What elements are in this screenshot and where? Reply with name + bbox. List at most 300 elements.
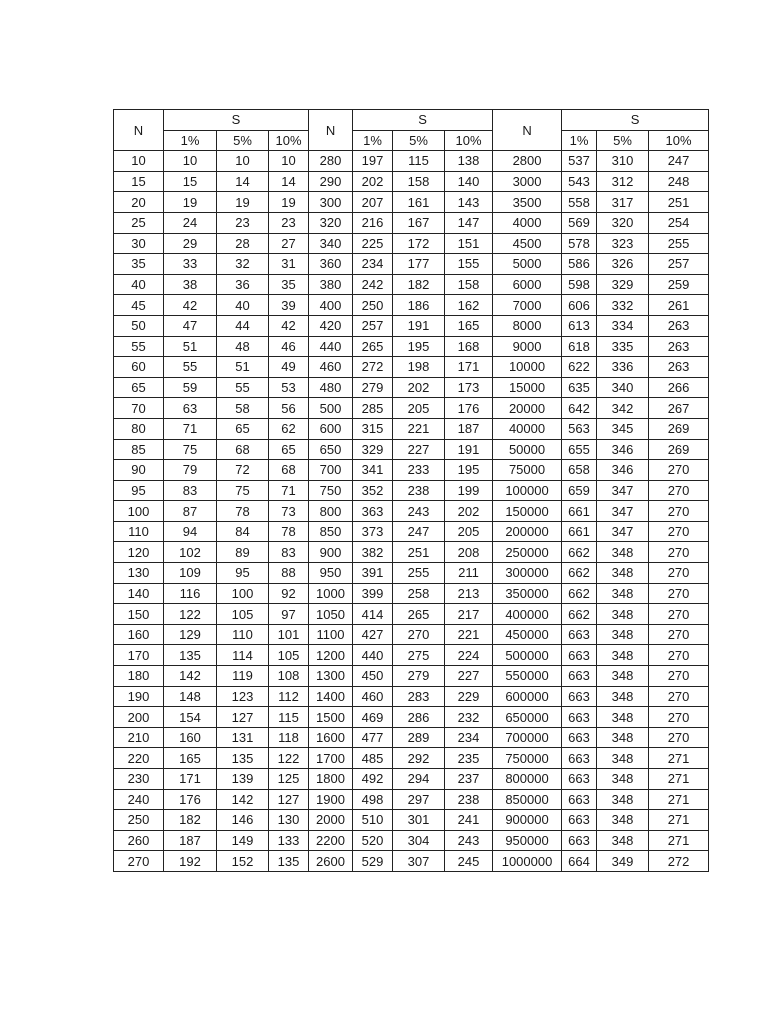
- sample-size-cell: 663: [562, 769, 597, 790]
- sample-size-cell: 414: [353, 604, 393, 625]
- sample-size-cell: 663: [562, 645, 597, 666]
- s-header-3: S: [562, 110, 709, 131]
- sample-size-cell: 329: [597, 274, 649, 295]
- sample-size-cell: 68: [269, 460, 309, 481]
- sample-size-cell: 97: [269, 604, 309, 625]
- population-n-cell: 180: [114, 666, 164, 687]
- sample-size-cell: 242: [353, 274, 393, 295]
- population-n-cell: 1050: [309, 604, 353, 625]
- sample-size-cell: 272: [353, 357, 393, 378]
- sample-size-cell: 352: [353, 480, 393, 501]
- sample-size-cell: 72: [217, 460, 269, 481]
- sample-size-cell: 112: [269, 686, 309, 707]
- population-n-cell: 100000: [493, 480, 562, 501]
- sample-size-cell: 123: [217, 686, 269, 707]
- sample-size-cell: 663: [562, 810, 597, 831]
- population-n-cell: 600000: [493, 686, 562, 707]
- sample-size-cell: 257: [353, 315, 393, 336]
- population-n-cell: 5000: [493, 254, 562, 275]
- table-row: [114, 212, 709, 233]
- sample-size-cell: 125: [269, 769, 309, 790]
- level-header: 10%: [445, 130, 493, 151]
- sample-size-cell: 202: [393, 377, 445, 398]
- population-n-cell: 100: [114, 501, 164, 522]
- sample-size-cell: 234: [445, 727, 493, 748]
- sample-size-cell: 151: [445, 233, 493, 254]
- sample-size-cell: 95: [217, 563, 269, 584]
- sample-size-cell: 286: [393, 707, 445, 728]
- population-n-cell: 50000: [493, 439, 562, 460]
- population-n-cell: 7000: [493, 295, 562, 316]
- sample-size-cell: 294: [393, 769, 445, 790]
- population-n-cell: 360: [309, 254, 353, 275]
- sample-size-cell: 292: [393, 748, 445, 769]
- sample-size-cell: 42: [269, 315, 309, 336]
- sample-size-cell: 363: [353, 501, 393, 522]
- sample-size-cell: 485: [353, 748, 393, 769]
- sample-size-cell: 663: [562, 727, 597, 748]
- sample-size-cell: 40: [217, 295, 269, 316]
- sample-size-cell: 48: [217, 336, 269, 357]
- sample-size-cell: 211: [445, 563, 493, 584]
- sample-size-cell: 23: [217, 212, 269, 233]
- sample-size-cell: 51: [164, 336, 217, 357]
- sample-size-cell: 663: [562, 830, 597, 851]
- sample-size-cell: 234: [353, 254, 393, 275]
- sample-size-cell: 569: [562, 212, 597, 233]
- sample-size-cell: 187: [445, 418, 493, 439]
- sample-size-cell: 270: [649, 521, 709, 542]
- sample-size-cell: 198: [393, 357, 445, 378]
- sample-size-cell: 655: [562, 439, 597, 460]
- sample-size-cell: 271: [649, 789, 709, 810]
- sample-size-cell: 289: [393, 727, 445, 748]
- population-n-cell: 210: [114, 727, 164, 748]
- sample-size-cell: 265: [353, 336, 393, 357]
- sample-size-cell: 248: [649, 171, 709, 192]
- population-n-cell: 950000: [493, 830, 562, 851]
- table-row: [114, 769, 709, 790]
- population-n-cell: 2200: [309, 830, 353, 851]
- sample-size-cell: 158: [393, 171, 445, 192]
- sample-size-cell: 450: [353, 666, 393, 687]
- sample-size-cell: 642: [562, 398, 597, 419]
- sample-size-cell: 135: [269, 851, 309, 872]
- population-n-cell: 35: [114, 254, 164, 275]
- population-n-cell: 4000: [493, 212, 562, 233]
- population-n-cell: 800000: [493, 769, 562, 790]
- sample-size-cell: 254: [649, 212, 709, 233]
- sample-size-cell: 155: [445, 254, 493, 275]
- sample-size-cell: 270: [649, 460, 709, 481]
- sample-size-cell: 176: [445, 398, 493, 419]
- population-n-cell: 420: [309, 315, 353, 336]
- table-row: [114, 418, 709, 439]
- table-row: [114, 521, 709, 542]
- sample-size-cell: 42: [164, 295, 217, 316]
- sample-size-cell: 271: [649, 748, 709, 769]
- population-n-cell: 30: [114, 233, 164, 254]
- sample-size-cell: 332: [597, 295, 649, 316]
- sample-size-cell: 167: [393, 212, 445, 233]
- population-n-cell: 10000: [493, 357, 562, 378]
- sample-size-cell: 269: [649, 439, 709, 460]
- sample-size-cell: 271: [649, 810, 709, 831]
- sample-size-cell: 348: [597, 686, 649, 707]
- sample-size-cell: 336: [597, 357, 649, 378]
- population-n-cell: 80: [114, 418, 164, 439]
- sample-size-cell: 205: [393, 398, 445, 419]
- population-n-cell: 1000000: [493, 851, 562, 872]
- sample-size-cell: 238: [393, 480, 445, 501]
- sample-size-cell: 658: [562, 460, 597, 481]
- sample-size-cell: 346: [597, 460, 649, 481]
- sample-size-cell: 301: [393, 810, 445, 831]
- sample-size-cell: 263: [649, 315, 709, 336]
- population-n-cell: 380: [309, 274, 353, 295]
- sample-size-cell: 63: [164, 398, 217, 419]
- sample-size-cell: 78: [269, 521, 309, 542]
- table-row: [114, 480, 709, 501]
- sample-size-cell: 127: [217, 707, 269, 728]
- sample-size-cell: 140: [445, 171, 493, 192]
- sample-size-cell: 348: [597, 624, 649, 645]
- population-n-cell: 20000: [493, 398, 562, 419]
- sample-size-cell: 29: [164, 233, 217, 254]
- table-row: [114, 666, 709, 687]
- sample-size-cell: 47: [164, 315, 217, 336]
- sample-size-cell: 115: [269, 707, 309, 728]
- population-n-cell: 450000: [493, 624, 562, 645]
- sample-size-cell: 23: [269, 212, 309, 233]
- sample-size-cell: 347: [597, 521, 649, 542]
- sample-size-cell: 269: [649, 418, 709, 439]
- sample-size-cell: 55: [217, 377, 269, 398]
- population-n-cell: 1800: [309, 769, 353, 790]
- table-row: [114, 542, 709, 563]
- sample-size-cell: 195: [445, 460, 493, 481]
- population-n-cell: 320: [309, 212, 353, 233]
- level-header: 5%: [393, 130, 445, 151]
- population-n-cell: 2600: [309, 851, 353, 872]
- population-n-cell: 25: [114, 212, 164, 233]
- population-n-cell: 270: [114, 851, 164, 872]
- population-n-cell: 750: [309, 480, 353, 501]
- sample-size-cell: 146: [217, 810, 269, 831]
- sample-size-cell: 75: [217, 480, 269, 501]
- population-n-cell: 140: [114, 583, 164, 604]
- sample-size-cell: 348: [597, 789, 649, 810]
- sample-size-cell: 224: [445, 645, 493, 666]
- population-n-cell: 700000: [493, 727, 562, 748]
- sample-size-cell: 348: [597, 830, 649, 851]
- sample-size-cell: 207: [353, 192, 393, 213]
- table-row: [114, 583, 709, 604]
- sample-size-cell: 78: [217, 501, 269, 522]
- sample-size-cell: 119: [217, 666, 269, 687]
- sample-size-cell: 114: [217, 645, 269, 666]
- population-n-cell: 50: [114, 315, 164, 336]
- table-row: [114, 501, 709, 522]
- sample-size-cell: 192: [164, 851, 217, 872]
- population-n-cell: 1400: [309, 686, 353, 707]
- sample-size-cell: 243: [445, 830, 493, 851]
- table-row: [114, 192, 709, 213]
- population-n-cell: 480: [309, 377, 353, 398]
- sample-size-cell: 176: [164, 789, 217, 810]
- population-n-cell: 40000: [493, 418, 562, 439]
- sample-size-cell: 578: [562, 233, 597, 254]
- sample-size-cell: 229: [445, 686, 493, 707]
- table-row: [114, 439, 709, 460]
- population-n-cell: 500000: [493, 645, 562, 666]
- sample-size-cell: 529: [353, 851, 393, 872]
- sample-size-cell: 237: [445, 769, 493, 790]
- sample-size-cell: 247: [393, 521, 445, 542]
- sample-size-cell: 285: [353, 398, 393, 419]
- population-n-cell: 75000: [493, 460, 562, 481]
- sample-size-cell: 270: [649, 604, 709, 625]
- sample-size-cell: 315: [353, 418, 393, 439]
- sample-size-cell: 118: [269, 727, 309, 748]
- sample-size-cell: 563: [562, 418, 597, 439]
- level-header: 10%: [269, 130, 309, 151]
- sample-size-cell: 271: [649, 830, 709, 851]
- sample-size-cell: 71: [269, 480, 309, 501]
- sample-size-cell: 661: [562, 501, 597, 522]
- sample-size-cell: 469: [353, 707, 393, 728]
- sample-size-cell: 297: [393, 789, 445, 810]
- s-header-1: S: [164, 110, 309, 131]
- population-n-cell: 500: [309, 398, 353, 419]
- sample-size-cell: 116: [164, 583, 217, 604]
- population-n-cell: 170: [114, 645, 164, 666]
- sample-size-cell: 342: [597, 398, 649, 419]
- sample-size-cell: 171: [445, 357, 493, 378]
- sample-size-cell: 177: [393, 254, 445, 275]
- sample-size-cell: 71: [164, 418, 217, 439]
- sample-size-cell: 24: [164, 212, 217, 233]
- sample-size-cell: 265: [393, 604, 445, 625]
- level-header: 1%: [164, 130, 217, 151]
- population-n-cell: 250: [114, 810, 164, 831]
- sample-size-cell: 14: [269, 171, 309, 192]
- table-row: [114, 810, 709, 831]
- population-n-cell: 15: [114, 171, 164, 192]
- sample-size-cell: 182: [393, 274, 445, 295]
- n-header-3: N: [493, 110, 562, 151]
- population-n-cell: 250000: [493, 542, 562, 563]
- table-row: [114, 851, 709, 872]
- sample-size-cell: 19: [217, 192, 269, 213]
- population-n-cell: 200: [114, 707, 164, 728]
- sample-size-cell: 558: [562, 192, 597, 213]
- sample-size-cell: 250: [353, 295, 393, 316]
- sample-size-cell: 62: [269, 418, 309, 439]
- population-n-cell: 60: [114, 357, 164, 378]
- sample-size-cell: 662: [562, 583, 597, 604]
- sample-size-cell: 613: [562, 315, 597, 336]
- sample-size-cell: 233: [393, 460, 445, 481]
- sample-size-cell: 31: [269, 254, 309, 275]
- table-row: [114, 254, 709, 275]
- table-row: [114, 645, 709, 666]
- sample-size-cell: 270: [649, 480, 709, 501]
- sample-size-cell: 270: [649, 727, 709, 748]
- sample-size-cell: 270: [649, 542, 709, 563]
- sample-size-cell: 258: [393, 583, 445, 604]
- level-header: 1%: [562, 130, 597, 151]
- sample-size-cell: 622: [562, 357, 597, 378]
- sample-size-cell: 173: [445, 377, 493, 398]
- population-n-cell: 4500: [493, 233, 562, 254]
- table-row: [114, 233, 709, 254]
- sample-size-cell: 15: [164, 171, 217, 192]
- sample-size-cell: 266: [649, 377, 709, 398]
- table-row: [114, 274, 709, 295]
- sample-size-cell: 10: [164, 151, 217, 172]
- table-row: [114, 151, 709, 172]
- sample-size-cell: 101: [269, 624, 309, 645]
- table-row: [114, 563, 709, 584]
- population-n-cell: 1300: [309, 666, 353, 687]
- sample-size-cell: 217: [445, 604, 493, 625]
- population-n-cell: 160: [114, 624, 164, 645]
- sample-size-cell: 53: [269, 377, 309, 398]
- level-header: 5%: [217, 130, 269, 151]
- sample-size-cell: 251: [393, 542, 445, 563]
- table-row: [114, 624, 709, 645]
- sample-size-cell: 110: [217, 624, 269, 645]
- sample-size-cell: 109: [164, 563, 217, 584]
- sample-size-cell: 49: [269, 357, 309, 378]
- sample-size-cell: 38: [164, 274, 217, 295]
- sample-size-cell: 187: [164, 830, 217, 851]
- sample-size-cell: 227: [445, 666, 493, 687]
- sample-size-cell: 105: [269, 645, 309, 666]
- sample-size-cell: 663: [562, 707, 597, 728]
- sample-size-cell: 510: [353, 810, 393, 831]
- sample-size-cell: 310: [597, 151, 649, 172]
- sample-size-cell: 334: [597, 315, 649, 336]
- sample-size-cell: 257: [649, 254, 709, 275]
- sample-size-cell: 165: [164, 748, 217, 769]
- sample-size-cell: 195: [393, 336, 445, 357]
- sample-size-cell: 186: [393, 295, 445, 316]
- sample-size-cell: 255: [649, 233, 709, 254]
- sample-size-cell: 427: [353, 624, 393, 645]
- sample-size-cell: 279: [353, 377, 393, 398]
- level-header: 5%: [597, 130, 649, 151]
- sample-size-cell: 635: [562, 377, 597, 398]
- sample-size-cell: 142: [217, 789, 269, 810]
- sample-size-cell: 79: [164, 460, 217, 481]
- sample-size-cell: 14: [217, 171, 269, 192]
- sample-size-cell: 154: [164, 707, 217, 728]
- sample-size-cell: 270: [393, 624, 445, 645]
- sample-size-cell: 105: [217, 604, 269, 625]
- population-n-cell: 800: [309, 501, 353, 522]
- sample-size-cell: 127: [269, 789, 309, 810]
- population-n-cell: 95: [114, 480, 164, 501]
- sample-size-cell: 221: [445, 624, 493, 645]
- sample-size-cell: 270: [649, 501, 709, 522]
- population-n-cell: 350000: [493, 583, 562, 604]
- sample-size-cell: 391: [353, 563, 393, 584]
- population-n-cell: 280: [309, 151, 353, 172]
- sample-size-cell: 158: [445, 274, 493, 295]
- population-n-cell: 3500: [493, 192, 562, 213]
- sample-size-cell: 335: [597, 336, 649, 357]
- sample-size-table: [113, 109, 709, 872]
- sample-size-cell: 382: [353, 542, 393, 563]
- sample-size-cell: 270: [649, 563, 709, 584]
- sample-size-cell: 348: [597, 810, 649, 831]
- level-header: 1%: [353, 130, 393, 151]
- population-n-cell: 70: [114, 398, 164, 419]
- sample-size-cell: 58: [217, 398, 269, 419]
- sample-size-cell: 102: [164, 542, 217, 563]
- sample-size-cell: 94: [164, 521, 217, 542]
- sample-size-cell: 143: [445, 192, 493, 213]
- sample-size-cell: 122: [164, 604, 217, 625]
- population-n-cell: 20: [114, 192, 164, 213]
- sample-size-cell: 100: [217, 583, 269, 604]
- sample-size-cell: 348: [597, 604, 649, 625]
- table-row: [114, 686, 709, 707]
- sample-size-cell: 172: [393, 233, 445, 254]
- sample-size-cell: 75: [164, 439, 217, 460]
- sample-size-cell: 65: [217, 418, 269, 439]
- population-n-cell: 1600: [309, 727, 353, 748]
- sample-size-cell: 73: [269, 501, 309, 522]
- sample-size-cell: 88: [269, 563, 309, 584]
- population-n-cell: 290: [309, 171, 353, 192]
- header-row-top: [114, 110, 709, 131]
- sample-size-cell: 89: [217, 542, 269, 563]
- table-row: [114, 171, 709, 192]
- table-row: [114, 460, 709, 481]
- sample-size-cell: 130: [269, 810, 309, 831]
- table-row: [114, 748, 709, 769]
- sample-size-cell: 247: [649, 151, 709, 172]
- population-n-cell: 110: [114, 521, 164, 542]
- population-n-cell: 1200: [309, 645, 353, 666]
- s-header-2: S: [353, 110, 493, 131]
- sample-size-cell: 477: [353, 727, 393, 748]
- sample-size-cell: 238: [445, 789, 493, 810]
- sample-size-cell: 147: [445, 212, 493, 233]
- sample-size-cell: 56: [269, 398, 309, 419]
- sample-size-cell: 255: [393, 563, 445, 584]
- sample-size-cell: 216: [353, 212, 393, 233]
- sample-size-cell: 32: [217, 254, 269, 275]
- sample-size-cell: 232: [445, 707, 493, 728]
- sample-size-cell: 168: [445, 336, 493, 357]
- sample-size-cell: 498: [353, 789, 393, 810]
- sample-size-cell: 59: [164, 377, 217, 398]
- header-row-levels: [114, 130, 709, 151]
- sample-size-cell: 87: [164, 501, 217, 522]
- sample-size-cell: 138: [445, 151, 493, 172]
- population-n-cell: 10: [114, 151, 164, 172]
- sample-size-cell: 329: [353, 439, 393, 460]
- population-n-cell: 400: [309, 295, 353, 316]
- population-n-cell: 850000: [493, 789, 562, 810]
- population-n-cell: 1100: [309, 624, 353, 645]
- population-n-cell: 1900: [309, 789, 353, 810]
- sample-size-cell: 28: [217, 233, 269, 254]
